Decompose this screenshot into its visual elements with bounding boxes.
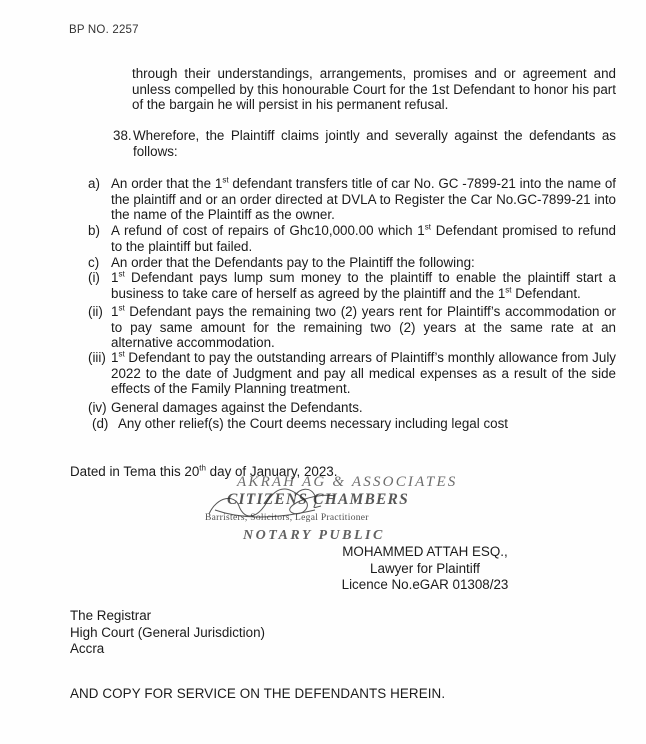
relief-marker: c)	[88, 255, 100, 270]
stamp-line-3: Barristers, Solicitors, Legal Practitioner	[205, 513, 369, 523]
relief-text: General damages against the Defendants.	[111, 400, 363, 415]
relief-marker: b)	[88, 223, 100, 238]
lawyer-name: MOHAMMED ATTAH ESQ.,	[342, 544, 508, 559]
paragraph-text: Wherefore, the Plaintiff claims jointly and severally against the defendants as follows:	[133, 128, 616, 159]
relief-text: Any other relief(s) the Court deems necessary including legal cost	[118, 416, 509, 431]
relief-marker: a)	[88, 176, 100, 191]
relief-text: An order that the 1st defendant transfers title of car No. GC -7899-21 into the name of the plaintiff and or an order directed at DVLA to Register the Car No.GC-7899-21 into the name of the Plaintiff as the owner.	[111, 175, 617, 223]
relief-marker: (iii)	[88, 350, 106, 365]
stamp-line-1: AKRAH AG & ASSOCIATES	[237, 474, 458, 490]
addressee-line-3: Accra	[70, 641, 105, 656]
addressee-line-1: The Registrar	[70, 608, 152, 623]
stamp-line-4: NOTARY PUBLIC	[243, 528, 385, 543]
relief-a	[88, 176, 616, 223]
relief-marker: (iv)	[88, 400, 107, 415]
relief-marker: (i)	[88, 270, 100, 285]
relief-text: A refund of cost of repairs of Ghc10,000.00 which 1st Defendant promised to refund to the plaintiff but failed.	[111, 222, 616, 254]
relief-d	[92, 416, 620, 432]
continuation-paragraph: through their understandings, arrangements, promises and or agreement and unless compelled by this honourable Court for the 1st Defendant to honor his part of the bargain he will persist in his permanent refusal.	[132, 66, 616, 113]
relief-b	[88, 223, 616, 254]
relief-text: An order that the Defendants pay to the Plaintiff the following:	[111, 255, 475, 270]
stamp-line-2: CITIZENS CHAMBERS	[227, 491, 409, 508]
relief-iii	[88, 350, 616, 397]
relief-marker: (d)	[92, 416, 109, 431]
relief-marker: (ii)	[88, 304, 103, 319]
relief-text: 1st Defendant to pay the outstanding arrears of Plaintiff’s monthly allowance from July 2022 to the date of Judgment and pay all medical expenses as a result of the side effects of the Family Planning treatment.	[111, 349, 616, 397]
licence-number: Licence No.eGAR 01308/23	[341, 577, 509, 592]
paragraph-number: 38.	[113, 128, 132, 143]
signature-block	[300, 544, 550, 594]
lawyer-role: Lawyer for Plaintiff	[370, 560, 480, 576]
addressee-block	[70, 608, 265, 658]
bp-number: BP NO. 2257	[69, 24, 139, 36]
relief-ii	[88, 304, 616, 351]
dated-line: Dated in Tema this 20th day of January, 2023.	[70, 463, 338, 479]
relief-i	[88, 270, 616, 301]
paragraph-38	[113, 128, 616, 159]
copy-for-service: AND COPY FOR SERVICE ON THE DEFENDANTS HEREIN.	[70, 686, 446, 701]
relief-text: 1st Defendant pays the remaining two (2) years rent for Plaintiff’s accommodation or to pay same amount for the remaining two (2) years at the same rate at an alternative accommodation.	[111, 303, 616, 351]
relief-iv	[88, 400, 616, 416]
addressee-line-2: High Court (General Jurisdiction)	[70, 624, 265, 640]
relief-text: 1st Defendant pays lump sum money to the plaintiff to enable the plaintiff start a business to take care of herself as agreed by the plaintiff and the 1st Defendant.	[111, 269, 616, 301]
relief-c	[88, 255, 616, 271]
